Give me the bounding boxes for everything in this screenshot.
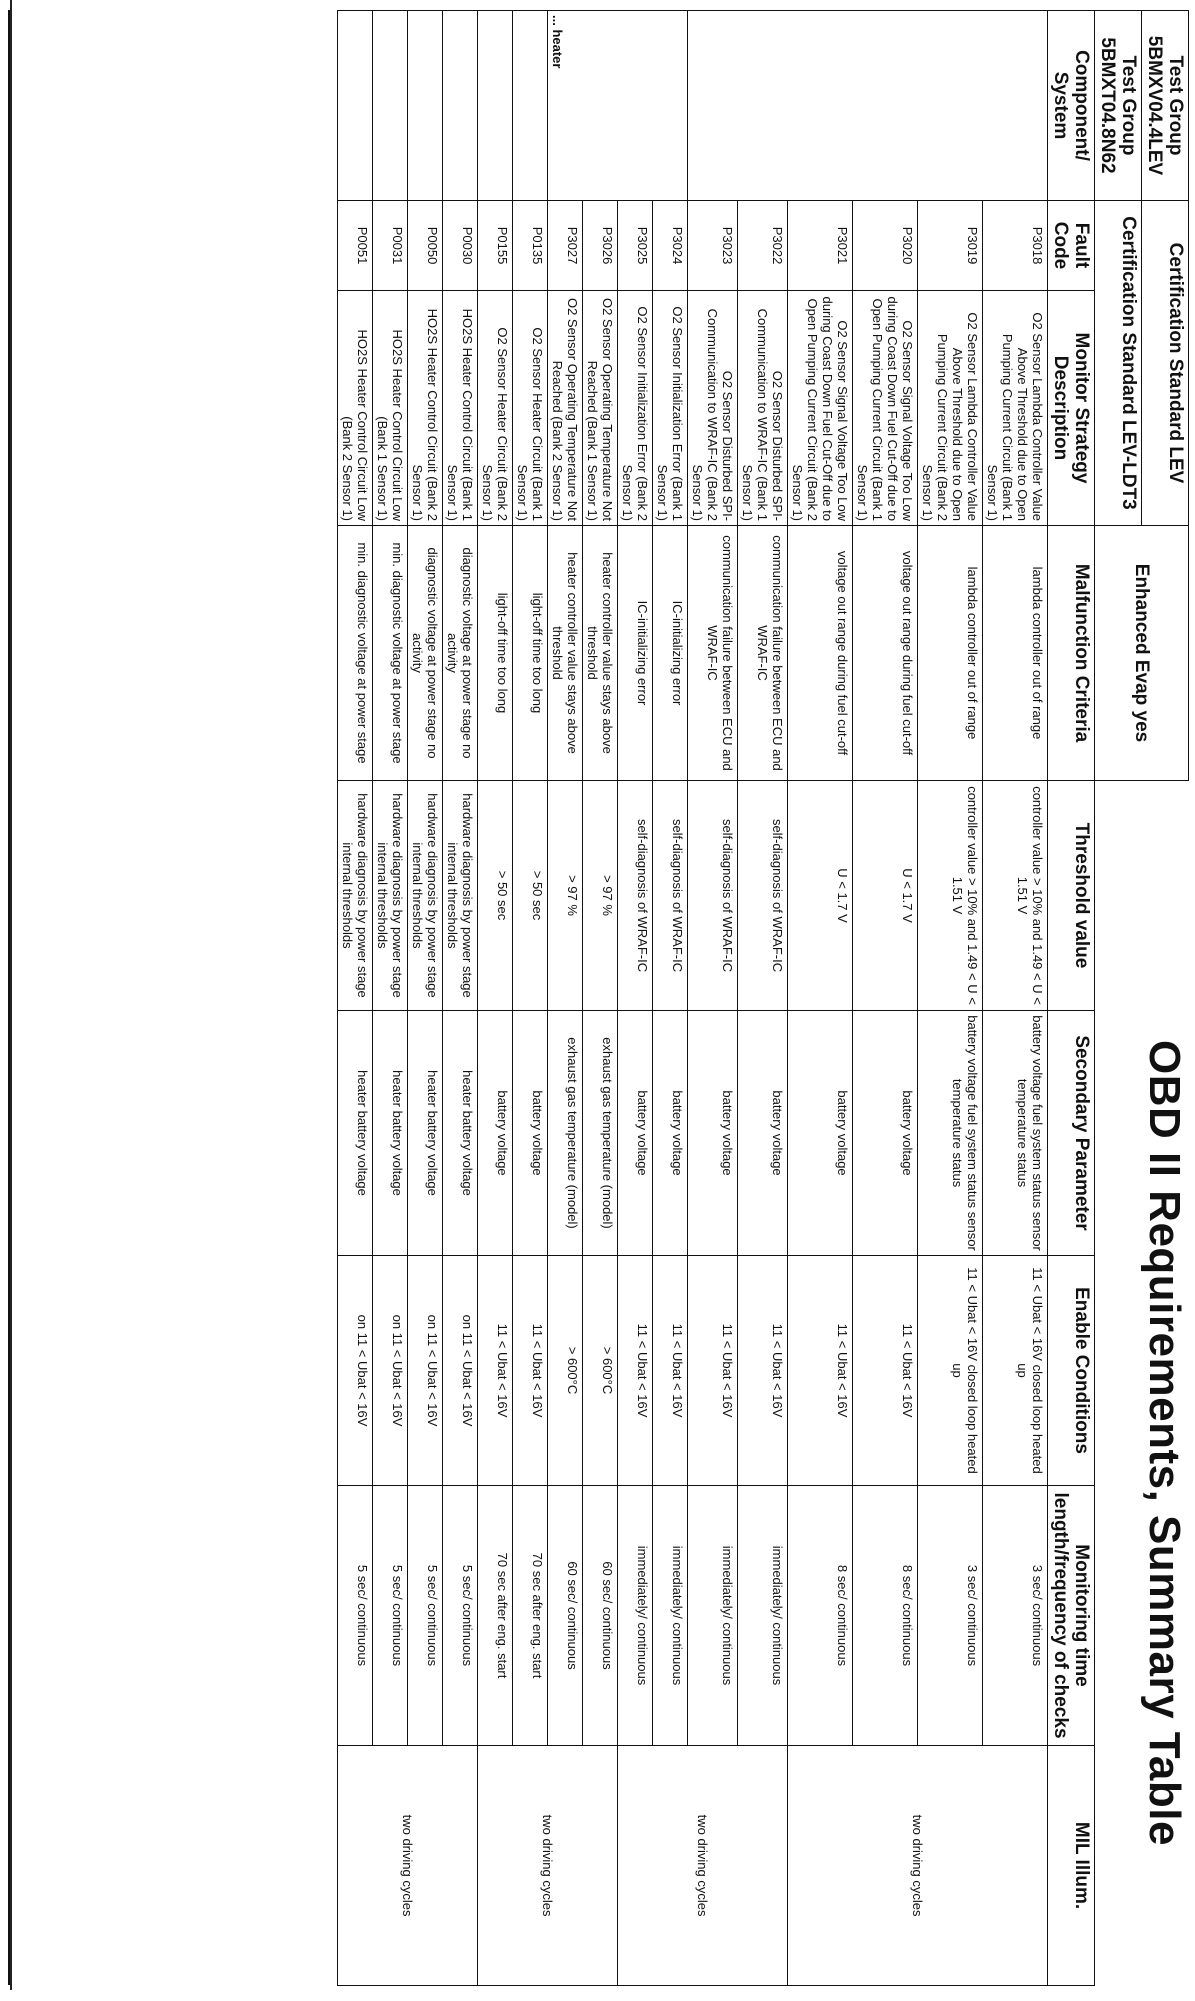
monitor-description-cell: HO2S Heater Control Circuit (Bank 2 Sensor 1) [408, 291, 443, 526]
threshold-value-cell: U < 1.7 V [788, 781, 853, 1011]
cert-standard-cell-2: Certification Standard LEV-LDT3 [1095, 201, 1142, 526]
monitoring-time-cell: immediately/ continuous [653, 1486, 688, 1746]
threshold-value-cell: hardware diagnosis by power stage internal thresholds [338, 781, 373, 1011]
threshold-value-cell: self-diagnosis of WRAF-IC [688, 781, 738, 1011]
secondary-parameter-cell: exhaust gas temperature (model) [548, 1011, 583, 1256]
component-cell [373, 11, 408, 201]
monitoring-time-cell: 3 sec/ continuous [983, 1486, 1048, 1746]
malfunction-criteria-cell: voltage out range during fuel cut-off [788, 526, 853, 781]
monitor-description-cell: O2 Sensor Heater Circuit (Bank 2 Sensor 1) [478, 291, 513, 526]
malfunction-criteria-cell: heater controller value stays above threshold [583, 526, 618, 781]
page-title: OBD II Requirements, Summary Table [1140, 1040, 1189, 1846]
malfunction-criteria-cell: diagnostic voltage at power stage no activity [408, 526, 443, 781]
secondary-parameter-cell: battery voltage [618, 1011, 653, 1256]
secondary-parameter-cell: battery voltage [688, 1011, 738, 1256]
col-component: Component/ System [1048, 11, 1095, 201]
secondary-parameter-cell: battery voltage [478, 1011, 513, 1256]
fault-code-cell: P3026 [583, 201, 618, 291]
monitor-description-cell: O2 Sensor Disturbed SPI-Communication to WRAF-IC (Bank 2 Sensor 1) [688, 291, 738, 526]
malfunction-criteria-cell: communication failure between ECU and WRAF-IC [738, 526, 788, 781]
enable-conditions-cell: 11 < Ubat < 16V [853, 1256, 918, 1486]
malfunction-criteria-cell: min. diagnostic voltage at power stage [338, 526, 373, 781]
monitor-description-cell: HO2S Heater Control Circuit Low (Bank 1 Sensor 1) [373, 291, 408, 526]
table-row [478, 11, 513, 1986]
fault-code-cell: P0155 [478, 201, 513, 291]
monitoring-time-cell: 3 sec/ continuous [918, 1486, 983, 1746]
fault-code-cell: P0030 [443, 201, 478, 291]
malfunction-criteria-cell: heater controller value stays above threshold [548, 526, 583, 781]
monitoring-time-cell: 5 sec/ continuous [443, 1486, 478, 1746]
fault-code-cell: P3027 [548, 201, 583, 291]
threshold-value-cell: controller value > 10% and 1.49 < U < 1.51 V [918, 781, 983, 1011]
secondary-parameter-cell: battery voltage [513, 1011, 548, 1256]
monitor-description-cell: O2 Sensor Operating Temperature Not Reached (Bank 2 Sensor 1) [548, 291, 583, 526]
col-fault-code: Fault Code [1048, 201, 1095, 291]
monitor-description-cell: HO2S Heater Control Circuit Low (Bank 2 Sensor 1) [338, 291, 373, 526]
secondary-parameter-cell: heater battery voltage [408, 1011, 443, 1256]
enable-conditions-cell: 11 < Ubat < 16V [688, 1256, 738, 1486]
table-row [513, 11, 548, 1986]
secondary-parameter-cell: battery voltage [853, 1011, 918, 1256]
secondary-parameter-cell: heater battery voltage [338, 1011, 373, 1256]
threshold-value-cell: > 50 sec [513, 781, 548, 1011]
col-enable: Enable Conditions [1048, 1256, 1095, 1486]
monitor-description-cell: O2 Sensor Heater Circuit (Bank 1 Sensor 1) [513, 291, 548, 526]
component-cell [443, 11, 478, 201]
enable-conditions-cell: 11 < Ubat < 16V [653, 1256, 688, 1486]
enable-conditions-cell: 11 < Ubat < 16V [788, 1256, 853, 1486]
malfunction-criteria-cell: lambda controller out of range [918, 526, 983, 781]
test-group-cell-1: Test Group 5BMXV04.4LEV [1142, 11, 1189, 201]
threshold-value-cell: hardware diagnosis by power stage internal thresholds [443, 781, 478, 1011]
col-mil: MIL Illum. [1048, 1746, 1095, 1986]
secondary-parameter-cell: battery voltage [738, 1011, 788, 1256]
malfunction-criteria-cell: light-off time too long [513, 526, 548, 781]
malfunction-criteria-cell: diagnostic voltage at power stage no activity [443, 526, 478, 781]
table-row [408, 11, 443, 1986]
enable-conditions-cell: on 11 < Ubat < 16V [443, 1256, 478, 1486]
monitoring-time-cell: 70 sec after eng. start [513, 1486, 548, 1746]
threshold-value-cell: self-diagnosis of WRAF-IC [653, 781, 688, 1011]
fault-code-cell: P0031 [373, 201, 408, 291]
fault-code-cell: P3018 [983, 201, 1048, 291]
threshold-value-cell: > 97 % [548, 781, 583, 1011]
monitor-description-cell: O2 Sensor Signal Voltage Too Low during Coast Down Fuel Cut-Off due to Open Pumping Current Circuit (Bank 1 Sensor 1) [853, 291, 918, 526]
monitoring-time-cell: immediately/ continuous [688, 1486, 738, 1746]
enable-conditions-cell: 11 < Ubat < 16V [478, 1256, 513, 1486]
component-cell [338, 11, 373, 201]
secondary-parameter-cell: battery voltage [788, 1011, 853, 1256]
enable-conditions-cell: on 11 < Ubat < 16V [338, 1256, 373, 1486]
mil-illumination-cell: two driving cycles [788, 1746, 1048, 1986]
secondary-parameter-cell: heater battery voltage [373, 1011, 408, 1256]
component-cell [513, 11, 548, 201]
malfunction-criteria-cell: IC-initializing error [618, 526, 653, 781]
table-row [618, 11, 653, 1986]
fault-code-cell: P3021 [788, 201, 853, 291]
monitor-description-cell: O2 Sensor Lambda Controller Value Above Threshold due to Open Pumping Current Circuit (Bank 1 Sensor 1) [983, 291, 1048, 526]
enable-conditions-cell: 11 < Ubat < 16V [513, 1256, 548, 1486]
monitor-description-cell: O2 Sensor Signal Voltage Too Low during Coast Down Fuel Cut-Off due to Open Pumping Current Circuit (Bank 2 Sensor 1) [788, 291, 853, 526]
threshold-value-cell: > 50 sec [478, 781, 513, 1011]
malfunction-criteria-cell: IC-initializing error [653, 526, 688, 781]
mil-illumination-cell: two driving cycles [618, 1746, 788, 1986]
malfunction-criteria-cell: voltage out range during fuel cut-off [853, 526, 918, 781]
col-monitor: Monitor Strategy Description [1048, 291, 1095, 526]
secondary-parameter-cell: battery voltage [653, 1011, 688, 1256]
monitor-description-cell: O2 Sensor Initialization Error (Bank 1 Sensor 1) [653, 291, 688, 526]
component-cell: ... heater [548, 11, 688, 201]
mil-illumination-cell: two driving cycles [478, 1746, 618, 1986]
malfunction-criteria-cell: communication failure between ECU and WRAF-IC [688, 526, 738, 781]
threshold-value-cell: U < 1.7 V [853, 781, 918, 1011]
malfunction-criteria-cell: min. diagnostic voltage at power stage [373, 526, 408, 781]
monitor-description-cell: O2 Sensor Initialization Error (Bank 2 Sensor 1) [618, 291, 653, 526]
cert-standard-cell-1: Certification Standard LEV [1142, 201, 1189, 526]
fault-code-cell: P3019 [918, 201, 983, 291]
monitoring-time-cell: immediately/ continuous [618, 1486, 653, 1746]
table-row [918, 11, 983, 1986]
monitoring-time-cell: 5 sec/ continuous [373, 1486, 408, 1746]
threshold-value-cell: hardware diagnosis by power stage internal thresholds [373, 781, 408, 1011]
monitoring-time-cell: 60 sec/ continuous [548, 1486, 583, 1746]
fault-code-cell: P0135 [513, 201, 548, 291]
table-row [738, 11, 788, 1986]
fault-code-cell: P3020 [853, 201, 918, 291]
monitoring-time-cell: 70 sec after eng. start [478, 1486, 513, 1746]
table-row [653, 11, 688, 1986]
fault-code-cell: P3023 [688, 201, 738, 291]
monitoring-time-cell: 8 sec/ continuous [853, 1486, 918, 1746]
header-group-row-1 [1142, 11, 1189, 1986]
malfunction-criteria-cell: light-off time too long [478, 526, 513, 781]
mil-illumination-cell: two driving cycles [338, 1746, 478, 1986]
monitoring-time-cell: 60 sec/ continuous [583, 1486, 618, 1746]
secondary-parameter-cell: exhaust gas temperature (model) [583, 1011, 618, 1256]
col-malfunction: Malfunction Criteria [1048, 526, 1095, 781]
monitor-description-cell: O2 Sensor Lambda Controller Value Above Threshold due to Open Pumping Current Circuit (Bank 2 Sensor 1) [918, 291, 983, 526]
table-row [373, 11, 408, 1986]
table-row [338, 11, 373, 1986]
column-header-row [1048, 11, 1095, 1986]
table-row [788, 11, 853, 1986]
malfunction-criteria-cell: lambda controller out of range [983, 526, 1048, 781]
bottom-rule [8, 10, 10, 1985]
fault-code-cell: P0050 [408, 201, 443, 291]
component-cell [408, 11, 443, 201]
col-threshold: Threshold value [1048, 781, 1095, 1011]
fault-code-cell: P3022 [738, 201, 788, 291]
secondary-parameter-cell: battery voltage fuel system status sensor temperature status [983, 1011, 1048, 1256]
col-secondary: Secondary Parameter [1048, 1011, 1095, 1256]
monitor-description-cell: HO2S Heater Control Circuit (Bank 1 Sensor 1) [443, 291, 478, 526]
enable-conditions-cell: on 11 < Ubat < 16V [408, 1256, 443, 1486]
monitor-description-cell: O2 Sensor Operating Temperature Not Reached (Bank 1 Sensor 1) [583, 291, 618, 526]
component-cell [688, 11, 1048, 201]
table-row [443, 11, 478, 1986]
fault-code-cell: P0051 [338, 201, 373, 291]
monitor-description-cell: O2 Sensor Disturbed SPI-Communication to WRAF-IC (Bank 1 Sensor 1) [738, 291, 788, 526]
threshold-value-cell: > 97 % [583, 781, 618, 1011]
monitoring-time-cell: immediately/ continuous [738, 1486, 788, 1746]
threshold-value-cell: self-diagnosis of WRAF-IC [618, 781, 653, 1011]
monitoring-time-cell: 5 sec/ continuous [338, 1486, 373, 1746]
enable-conditions-cell: > 600°C [583, 1256, 618, 1486]
monitoring-time-cell: 8 sec/ continuous [788, 1486, 853, 1746]
table-body [338, 11, 1048, 1986]
enable-conditions-cell: 11 < Ubat < 16V closed loop heated up [918, 1256, 983, 1486]
component-cell [478, 11, 513, 201]
title-area [1095, 781, 1189, 1986]
enable-conditions-cell: 11 < Ubat < 16V [738, 1256, 788, 1486]
fault-code-cell: P3024 [653, 201, 688, 291]
test-group-cell-2: Test Group 5BMXT04.8N62 [1095, 11, 1142, 201]
threshold-value-cell: hardware diagnosis by power stage internal thresholds [408, 781, 443, 1011]
obd-summary-table [337, 10, 1189, 1986]
table-row [548, 11, 583, 1986]
table-row [853, 11, 918, 1986]
secondary-parameter-cell: heater battery voltage [443, 1011, 478, 1256]
enable-conditions-cell: on 11 < Ubat < 16V [373, 1256, 408, 1486]
table-row [688, 11, 738, 1986]
threshold-value-cell: self-diagnosis of WRAF-IC [738, 781, 788, 1011]
table-row [983, 11, 1048, 1986]
table-row [583, 11, 618, 1986]
enable-conditions-cell: 11 < Ubat < 16V [618, 1256, 653, 1486]
col-monitoring-time: Monitoring time length/frequency of checks [1048, 1486, 1095, 1746]
threshold-value-cell: controller value > 10% and 1.49 < U < 1.51 V [983, 781, 1048, 1011]
fault-code-cell: P3025 [618, 201, 653, 291]
monitoring-time-cell: 5 sec/ continuous [408, 1486, 443, 1746]
enable-conditions-cell: > 600°C [548, 1256, 583, 1486]
enable-conditions-cell: 11 < Ubat < 16V closed loop heated up [983, 1256, 1048, 1486]
secondary-parameter-cell: battery voltage fuel system status sensor temperature status [918, 1011, 983, 1256]
enhanced-evap-cell: Enhanced Evap yes [1095, 526, 1189, 781]
